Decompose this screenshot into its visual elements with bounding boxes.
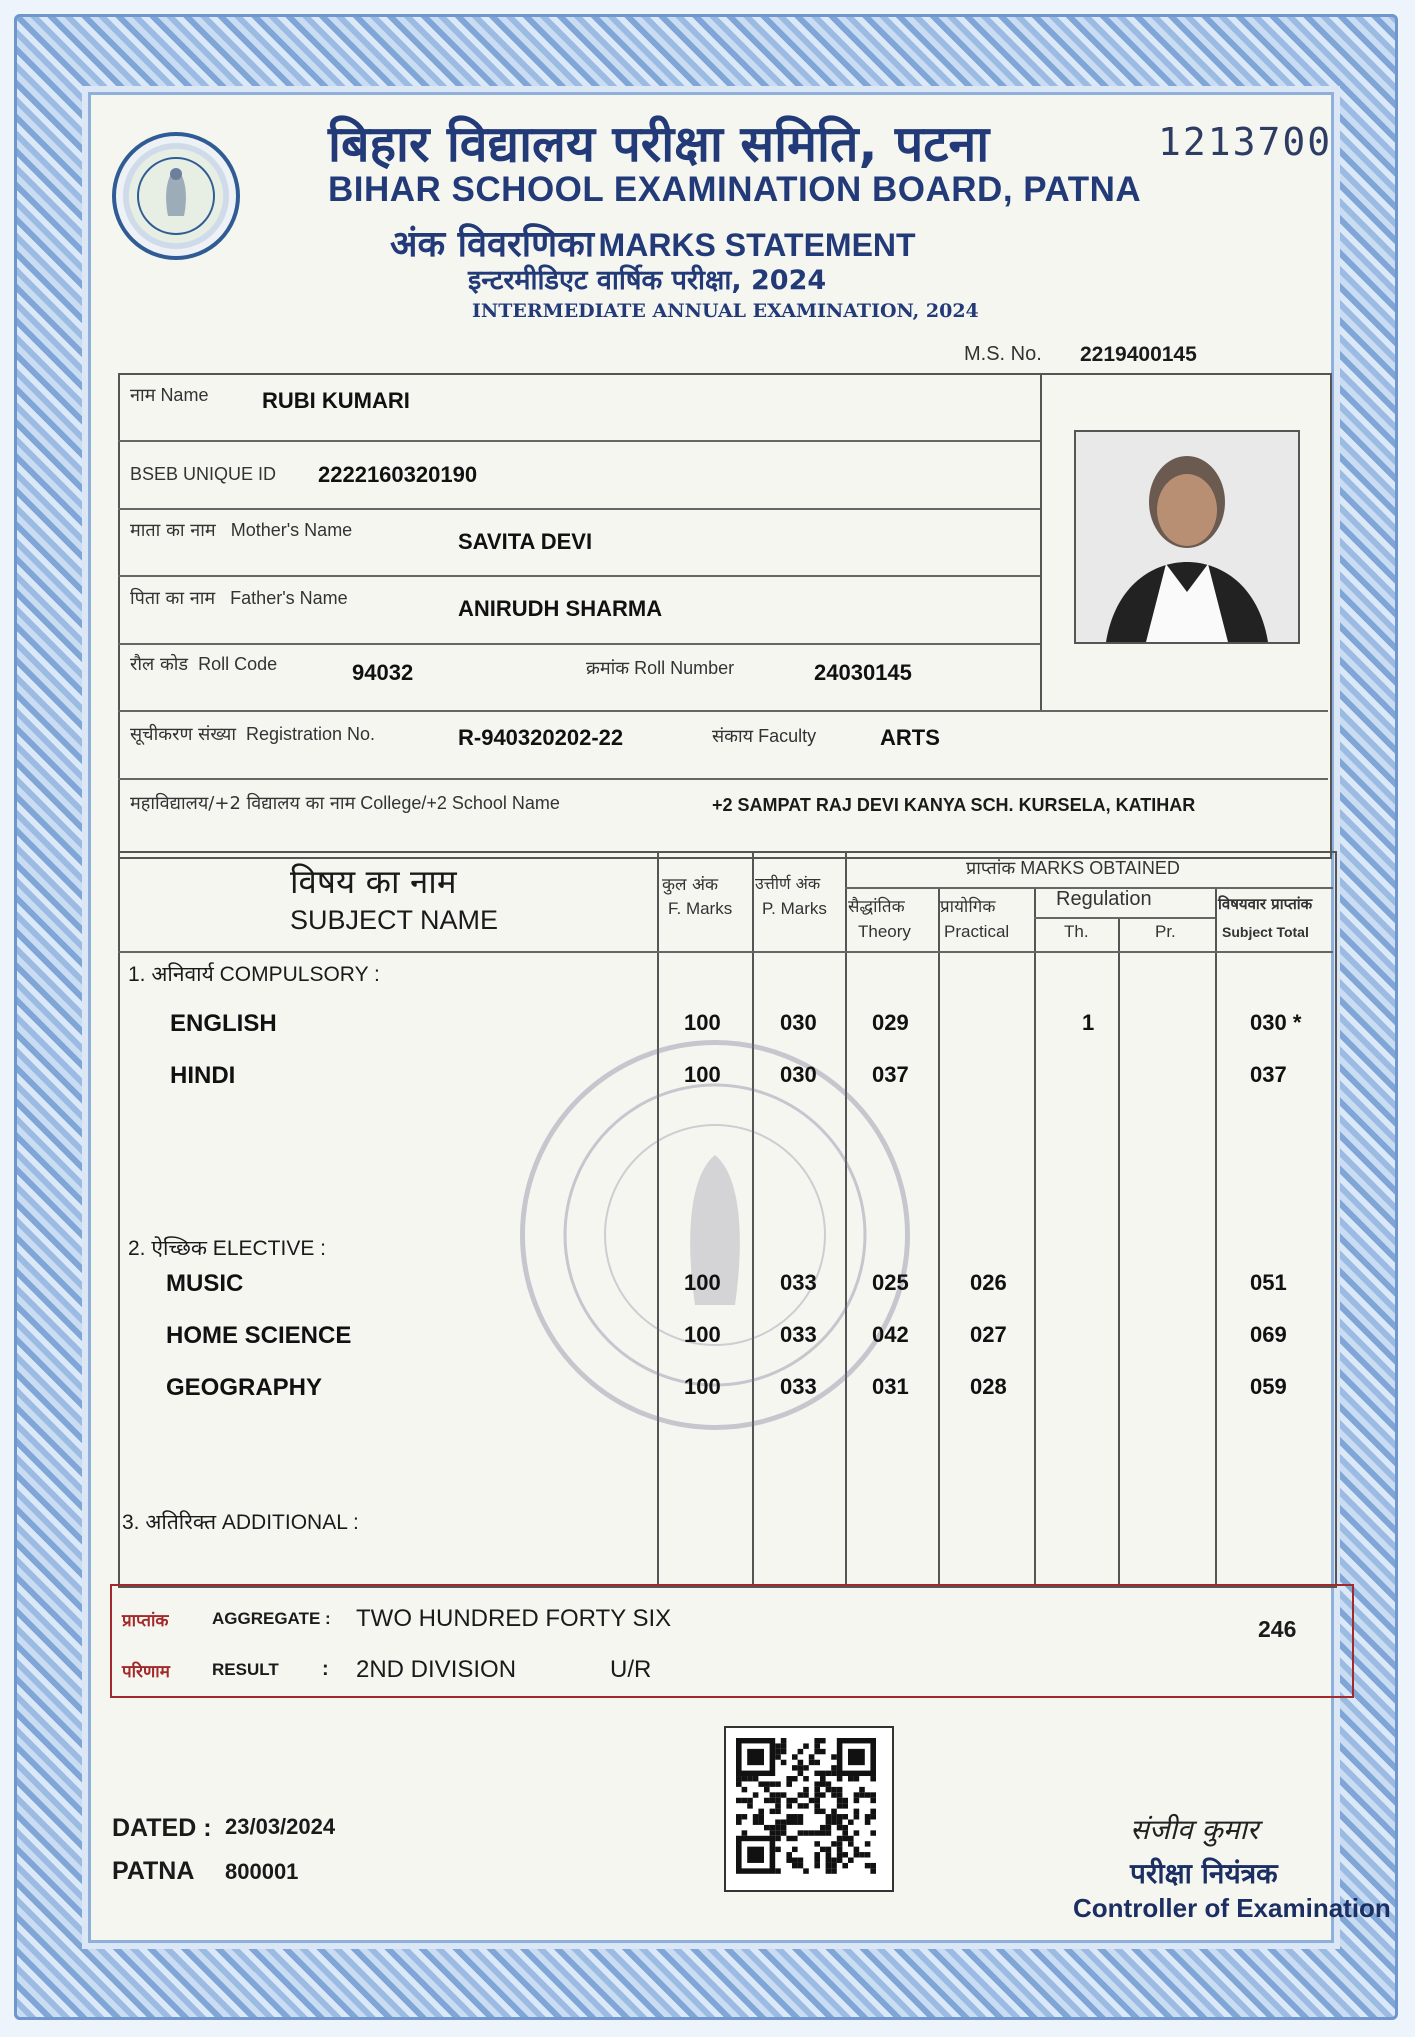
faculty-label: संकाय Faculty bbox=[712, 726, 817, 747]
divider bbox=[1034, 917, 1215, 919]
cell-pass: 030 bbox=[780, 1062, 817, 1087]
practical-header: Practical bbox=[944, 922, 1010, 941]
pass-marks-header: P. Marks bbox=[762, 899, 827, 918]
col-divider bbox=[938, 887, 940, 1584]
divider bbox=[118, 575, 1040, 577]
mother-label: माता का नाम Mother's Name bbox=[130, 520, 353, 541]
roll-number-value: 24030145 bbox=[814, 660, 912, 685]
cell-full: 100 bbox=[684, 1270, 721, 1295]
col-divider bbox=[1215, 887, 1217, 1584]
ms-no-label: M.S. No. bbox=[964, 343, 1042, 365]
cell-pass: 033 bbox=[780, 1270, 817, 1295]
controller-signature: संजीव कुमार bbox=[1130, 1813, 1259, 1846]
cell-name: HOME SCIENCE bbox=[166, 1322, 352, 1349]
registration-label: सूचीकरण संख्या Registration No. bbox=[130, 724, 376, 745]
additional-section-label: 3. अतिरिक्त ADDITIONAL : bbox=[122, 1511, 359, 1534]
cell-practical: 026 bbox=[970, 1270, 1007, 1295]
cell-total: 059 bbox=[1250, 1374, 1287, 1399]
aggregate-total: 246 bbox=[1258, 1616, 1297, 1642]
cell-full: 100 bbox=[684, 1062, 721, 1087]
result-label-hindi: परिणाम bbox=[122, 1662, 170, 1682]
aggregate-words: TWO HUNDRED FORTY SIX bbox=[356, 1605, 672, 1632]
unique-id-value: 2222160320190 bbox=[318, 462, 478, 487]
unique-id-label: BSEB UNIQUE ID bbox=[130, 464, 277, 484]
aggregate-label: AGGREGATE : bbox=[212, 1609, 331, 1628]
photo-divider bbox=[1040, 373, 1042, 710]
subject-header-english: SUBJECT NAME bbox=[290, 905, 499, 935]
qr-code bbox=[724, 1726, 894, 1892]
cell-theory: 042 bbox=[872, 1322, 909, 1347]
cell-name: GEOGRAPHY bbox=[166, 1374, 323, 1401]
cell-full: 100 bbox=[684, 1374, 721, 1399]
theory-header: Theory bbox=[858, 922, 911, 941]
pass-marks-header-hindi: उत्तीर्ण अंक bbox=[755, 874, 821, 893]
statement-title-english: MARKS STATEMENT bbox=[598, 227, 916, 263]
cell-theory: 031 bbox=[872, 1374, 909, 1399]
father-label: पिता का नाम Father's Name bbox=[130, 588, 348, 609]
cell-pass: 033 bbox=[780, 1374, 817, 1399]
practical-header-hindi: प्रायोगिक bbox=[940, 897, 996, 917]
dated-value: 23/03/2024 bbox=[225, 1814, 336, 1839]
place: PATNA bbox=[112, 1857, 195, 1885]
controller-title-hindi: परीक्षा नियंत्रक bbox=[1130, 1857, 1278, 1890]
name-label: नाम Name bbox=[130, 385, 209, 406]
cell-total: 037 bbox=[1250, 1062, 1287, 1087]
aggregate-box bbox=[110, 1584, 1354, 1698]
registration-value: R-940320202-22 bbox=[458, 725, 624, 750]
subject-total-header: Subject Total bbox=[1222, 924, 1309, 940]
compulsory-section-label: 1. अनिवार्य COMPULSORY : bbox=[128, 963, 380, 986]
ms-no-value: 2219400145 bbox=[1080, 343, 1197, 366]
cell-full: 100 bbox=[684, 1010, 721, 1035]
col-divider bbox=[1118, 917, 1120, 1584]
roll-code-label: रौल कोड Roll Code bbox=[130, 654, 278, 675]
father-name: ANIRUDH SHARMA bbox=[458, 596, 663, 621]
regulation-practical-header: Pr. bbox=[1155, 922, 1176, 941]
cell-reg-th: 1 bbox=[1082, 1010, 1095, 1035]
divider bbox=[118, 710, 1328, 712]
exam-title-english: INTERMEDIATE ANNUAL EXAMINATION, 2024 bbox=[472, 300, 979, 322]
cell-practical: 028 bbox=[970, 1374, 1007, 1399]
subject-total-header-hindi: विषयवार प्राप्तांक bbox=[1218, 895, 1313, 913]
cell-full: 100 bbox=[684, 1322, 721, 1347]
subject-header-hindi: विषय का नाम bbox=[290, 862, 457, 901]
roll-number-label: क्रमांक Roll Number bbox=[586, 658, 735, 679]
result-colon: : bbox=[322, 1658, 329, 1680]
pin-code: 800001 bbox=[225, 1859, 299, 1884]
full-marks-header: F. Marks bbox=[668, 899, 733, 918]
divider bbox=[118, 508, 1040, 510]
theory-header-hindi: सैद्धांतिक bbox=[848, 897, 905, 917]
divider bbox=[118, 778, 1328, 780]
board-seal-icon bbox=[112, 132, 240, 260]
result-category: U/R bbox=[610, 1656, 652, 1683]
roll-code-value: 94032 bbox=[352, 660, 414, 685]
dated-label: DATED : bbox=[112, 1814, 212, 1842]
regulation-header: Regulation bbox=[1056, 888, 1152, 910]
student-photo bbox=[1074, 430, 1300, 644]
cell-theory: 029 bbox=[872, 1010, 909, 1035]
statement-title-hindi: अंक विवरणिका bbox=[390, 224, 595, 265]
cell-total: 051 bbox=[1250, 1270, 1287, 1295]
faculty-value: ARTS bbox=[880, 725, 940, 750]
board-stamp-icon bbox=[520, 1040, 910, 1430]
exam-title-hindi: इन्टरमीडिएट वार्षिक परीक्षा, 2024 bbox=[468, 265, 827, 296]
marks-obtained-header: प्राप्तांक MARKS OBTAINED bbox=[966, 858, 1180, 878]
result-division: 2ND DIVISION bbox=[356, 1656, 517, 1683]
divider bbox=[118, 440, 1040, 442]
divider bbox=[118, 951, 1333, 953]
cell-total: 030 * bbox=[1250, 1010, 1302, 1035]
cell-pass: 033 bbox=[780, 1322, 817, 1347]
student-name: RUBI KUMARI bbox=[262, 388, 410, 413]
divider bbox=[118, 643, 1040, 645]
cell-theory: 025 bbox=[872, 1270, 909, 1295]
full-marks-header-hindi: कुल अंक bbox=[662, 875, 719, 895]
college-label: महाविद्यालय/+2 विद्यालय का नाम College/+2 School Name bbox=[130, 793, 560, 814]
cell-total: 069 bbox=[1250, 1322, 1287, 1347]
regulation-theory-header: Th. bbox=[1064, 922, 1089, 941]
cell-pass: 030 bbox=[780, 1010, 817, 1035]
controller-title-english: Controller of Examination bbox=[1073, 1893, 1391, 1923]
cell-name: ENGLISH bbox=[170, 1010, 277, 1037]
result-label: RESULT bbox=[212, 1660, 279, 1679]
col-divider bbox=[1034, 887, 1036, 1584]
cell-practical: 027 bbox=[970, 1322, 1007, 1347]
cell-theory: 037 bbox=[872, 1062, 909, 1087]
board-title-hindi: बिहार विद्यालय परीक्षा समिति, पटना bbox=[328, 115, 990, 173]
elective-section-label: 2. ऐच्छिक ELECTIVE : bbox=[128, 1237, 327, 1260]
college-name: +2 SAMPAT RAJ DEVI KANYA SCH. KURSELA, KATIHAR bbox=[712, 795, 1196, 815]
cell-name: HINDI bbox=[170, 1062, 236, 1089]
mother-name: SAVITA DEVI bbox=[458, 529, 593, 554]
aggregate-label-hindi: प्राप्तांक bbox=[122, 1611, 169, 1631]
board-title-english: BIHAR SCHOOL EXAMINATION BOARD, PATNA bbox=[328, 170, 1142, 209]
cell-name: MUSIC bbox=[166, 1270, 244, 1297]
serial-number: 1213700 bbox=[1158, 120, 1333, 164]
